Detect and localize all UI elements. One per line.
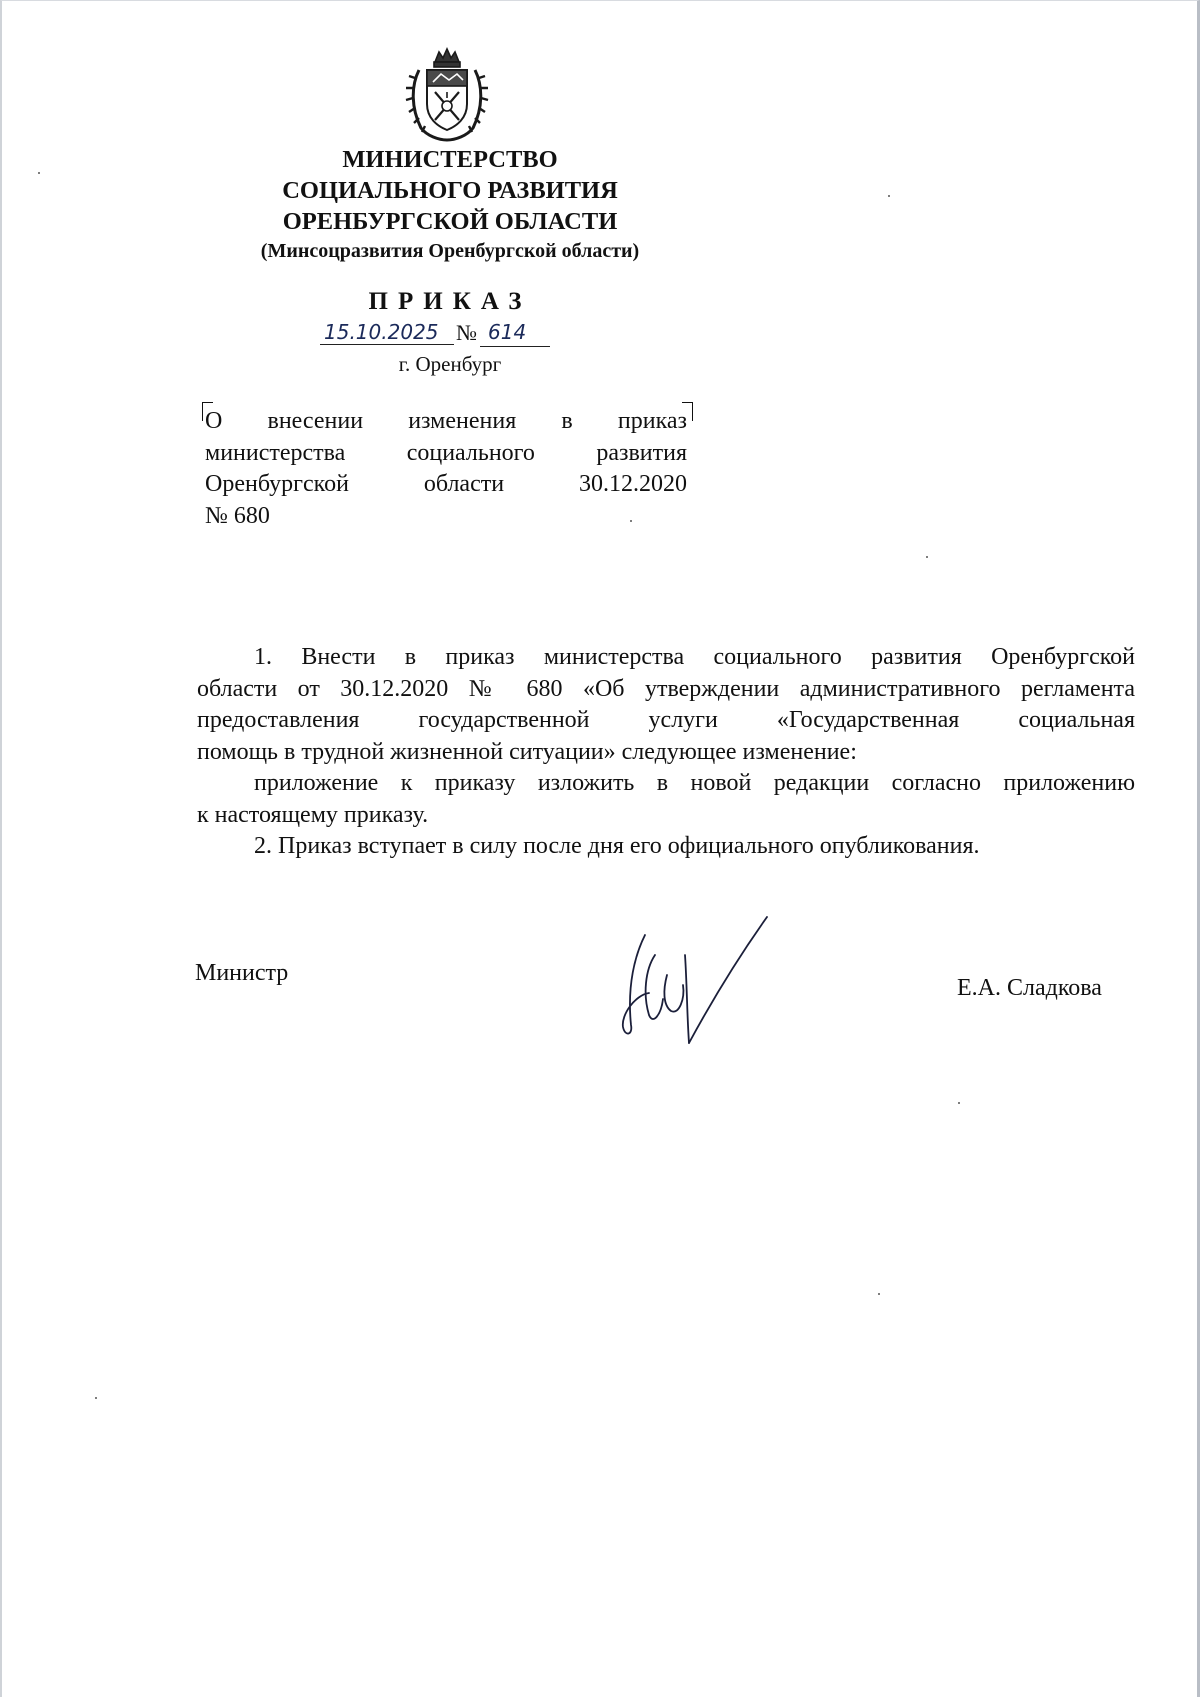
order-number: 614 — [488, 320, 527, 344]
order-date: 15.10.2025 — [324, 320, 439, 344]
scan-speck — [926, 556, 928, 558]
ministry-short-name: (Минсоцразвития Оренбургской области) — [260, 240, 640, 262]
ministry-title-line-1: МИНИСТЕРСТВО — [342, 146, 558, 173]
body-line: помощь в трудной жизненной ситуации» следующее изменение: — [197, 738, 857, 765]
order-date-number — [320, 320, 560, 350]
subject-line: О внесении изменения в приказ — [205, 408, 687, 434]
scan-speck — [888, 195, 890, 197]
body-line: 1. Внести в приказ министерства социального развития Оренбургской — [254, 644, 1135, 670]
body-line: к настоящему приказу. — [197, 801, 429, 828]
scan-speck — [958, 1102, 960, 1104]
number-underline — [480, 346, 550, 347]
handwritten-signature-icon — [605, 915, 785, 1055]
coat-of-arms-icon — [405, 46, 489, 142]
body-line: приложение к приказу изложить в новой редакции согласно приложению — [254, 770, 1135, 796]
scan-speck — [878, 1293, 880, 1295]
ministry-title-line-2: СОЦИАЛЬНОГО РАЗВИТИЯ — [282, 177, 618, 204]
order-body — [197, 642, 1135, 863]
signatory-name: Е.А. Сладкова — [957, 975, 1102, 1001]
order-subject — [205, 406, 687, 532]
order-title: ПРИКАЗ — [368, 288, 532, 315]
ministry-title-line-3: ОРЕНБУРГСКОЙ ОБЛАСТИ — [282, 208, 618, 235]
order-number-sign: № — [456, 320, 477, 345]
subject-line: № 680 — [205, 502, 270, 529]
body-line: области от 30.12.2020 № 680 «Об утверждении административного регламента — [197, 675, 1135, 702]
date-underline — [320, 344, 454, 345]
order-city: г. Оренбург — [398, 352, 502, 376]
body-line: предоставления государственной услуги «Государственная социальная — [197, 707, 1135, 733]
signatory-title: Министр — [195, 960, 289, 986]
scan-speck — [95, 1397, 97, 1399]
scan-speck — [38, 172, 40, 174]
subject-line: министерства социального развития — [205, 439, 687, 466]
subject-line: Оренбургской области 30.12.2020 — [205, 471, 687, 497]
body-line: 2. Приказ вступает в силу после дня его официального опубликования. — [254, 833, 980, 859]
